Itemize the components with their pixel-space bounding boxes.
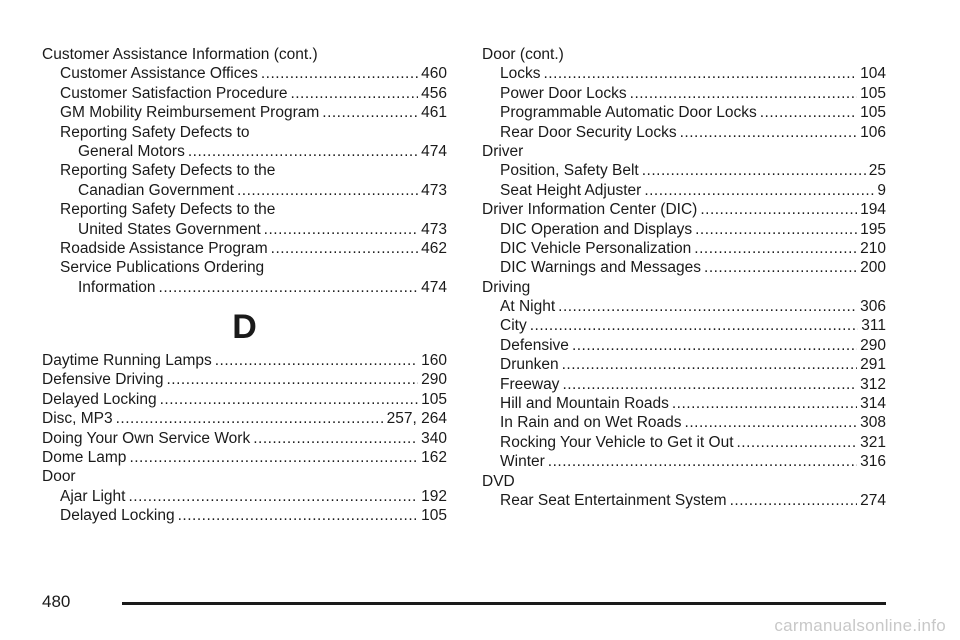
index-entry-text: Driving [482,278,531,296]
index-entry-text: Rear Seat Entertainment System [500,491,727,509]
index-entry-page: 312 [860,375,886,393]
index-entry [42,103,447,122]
dot-leader [700,200,857,219]
section-letter-heading: D [232,308,257,347]
index-column-left [42,45,447,526]
index-entry-page: 473 [421,181,447,199]
index-entry [482,336,886,355]
dot-leader [128,487,418,506]
index-entry [42,448,447,467]
index-entry [42,45,447,64]
index-entry-text: Service Publications Ordering [60,259,265,277]
index-entry [42,429,447,448]
index-entry-page: 105 [421,390,447,408]
index-entry [482,491,886,510]
index-entry [482,433,886,452]
watermark-text: carmanualsonline.info [774,616,946,635]
index-entry [482,297,886,316]
index-entry-text: Ajar Light [60,487,126,505]
index-entry [482,64,886,83]
index-entry-page: 311 [861,317,886,335]
index-group-door-driver-dvd [482,45,886,510]
index-entry-page: 460 [421,65,447,83]
dot-leader [642,161,866,180]
index-entry-page: 290 [860,336,886,354]
index-entry-text: Programmable Automatic Door Locks [500,104,757,122]
index-entry [42,409,447,428]
dot-leader [271,239,418,258]
index-entry-page: 210 [860,239,886,257]
index-entry-page: 274 [860,491,886,509]
dot-leader [178,506,419,525]
index-entry-page: 290 [421,371,447,389]
dot-leader [261,64,418,83]
dot-leader [562,355,858,374]
index-entry-text: General Motors [78,142,185,160]
index-entry [482,452,886,471]
index-entry-page: 25 [868,162,886,180]
index-entry-text: Power Door Locks [500,84,627,102]
index-entry-text: Defensive [500,336,569,354]
index-entry-text: DIC Operation and Displays [500,220,693,238]
dot-leader [160,390,419,409]
dot-leader [530,316,859,335]
index-entry-page: 456 [421,84,447,102]
index-entry [482,142,886,161]
index-entry-text: City [500,317,527,335]
index-entry [42,161,447,180]
index-entry [42,487,447,506]
dot-leader [322,103,418,122]
index-entry [42,351,447,370]
dot-leader [159,278,419,297]
dot-leader [644,181,874,200]
index-entry-text: Doing Your Own Service Work [42,429,251,447]
index-entry-text: At Night [500,298,556,316]
index-entry [42,390,447,409]
index-entry [482,161,886,180]
index-entry-page: 473 [421,220,447,238]
index-entry-text: Customer Satisfaction Procedure [60,84,288,102]
index-entry-text: Driver [482,142,524,160]
dot-leader [737,433,858,452]
index-entry [42,123,447,142]
index-entry [482,472,886,491]
index-group-customer-assistance [42,45,447,297]
index-entry-text: Disc, MP3 [42,410,113,428]
index-entry [482,45,886,64]
index-entry [482,278,886,297]
index-entry-text: DVD [482,472,515,490]
index-entry-text: Position, Safety Belt [500,162,639,180]
index-entry-text: Reporting Safety Defects to the [60,162,276,180]
index-entry-text: Door (cont.) [482,45,564,63]
index-entry [42,142,447,161]
index-entry [482,355,886,374]
dot-leader [630,84,857,103]
index-entry [482,375,886,394]
index-entry-text: DIC Warnings and Messages [500,259,702,277]
index-entry-text: Seat Height Adjuster [500,181,642,199]
index-entry [482,200,886,219]
index-entry-page: 194 [860,201,886,219]
dot-leader [215,351,418,370]
index-entry [482,316,886,335]
dot-leader [548,452,857,471]
index-entry-text: Locks [500,65,541,83]
index-entry-text: Information [78,278,156,296]
dot-leader [685,413,858,432]
dot-leader [680,123,858,142]
index-entry-page: 291 [860,356,886,374]
dot-leader [116,409,384,428]
index-entry-page: 474 [421,142,447,160]
dot-leader [760,103,857,122]
index-entry-text: Delayed Locking [60,507,175,525]
index-entry [42,220,447,239]
index-entry [42,467,447,486]
index-entry-page: 195 [860,220,886,238]
index-entry-page: 308 [860,414,886,432]
index-entry [482,181,886,200]
index-entry-text: In Rain and on Wet Roads [500,414,682,432]
index-entry [42,200,447,219]
index-entry [482,394,886,413]
index-entry-text: Winter [500,453,545,471]
index-entry-text: Roadside Assistance Program [60,239,268,257]
index-entry-text: Delayed Locking [42,390,157,408]
dot-leader [695,220,857,239]
index-entry-page: 474 [421,278,447,296]
index-entry-text: Rear Door Security Locks [500,123,677,141]
dot-leader [572,336,857,355]
index-entry-page: 306 [860,298,886,316]
index-entry-text: Reporting Safety Defects to the [60,201,276,219]
index-group-d-entries [42,351,447,526]
index-entry [482,220,886,239]
index-entry-page: 104 [860,65,886,83]
dot-leader [562,375,857,394]
index-entry-page: 321 [860,433,886,451]
index-entry [482,123,886,142]
index-entry [482,103,886,122]
index-column-right [482,45,886,510]
dot-leader [694,239,857,258]
dot-leader [290,84,418,103]
dot-leader [264,220,418,239]
index-entry-page: 316 [860,453,886,471]
index-entry-page: 461 [421,104,447,122]
index-entry-text: Freeway [500,375,560,393]
index-entry-text: Canadian Government [78,181,234,199]
dot-leader [253,429,418,448]
index-entry [42,84,447,103]
index-entry-page: 105 [860,84,886,102]
index-entry-page: 106 [860,123,886,141]
index-entry [42,181,447,200]
index-entry-text: Drunken [500,356,559,374]
index-entry-page: 257, 264 [386,410,447,428]
dot-leader [672,394,857,413]
footer-rule [122,602,886,605]
index-entry-text: Dome Lamp [42,449,127,467]
index-entry-page: 192 [421,487,447,505]
index-entry [482,84,886,103]
index-entry-text: Customer Assistance Offices [60,65,258,83]
dot-leader [730,491,858,510]
index-entry-text: Daytime Running Lamps [42,352,212,370]
dot-leader [166,370,418,389]
index-entry [482,239,886,258]
index-entry-page: 462 [421,239,447,257]
index-entry-text: Customer Assistance Information (cont.) [42,45,318,63]
index-entry-text: Rocking Your Vehicle to Get it Out [500,433,734,451]
index-entry-text: Driver Information Center (DIC) [482,201,698,219]
index-entry-text: Reporting Safety Defects to [60,123,250,141]
index-entry-text: Defensive Driving [42,371,164,389]
index-entry-text: DIC Vehicle Personalization [500,239,692,257]
index-entry [482,258,886,277]
dot-leader [544,64,858,83]
index-entry-page: 9 [877,181,886,199]
index-entry [42,258,447,277]
dot-leader [237,181,418,200]
dot-leader [188,142,418,161]
index-entry [42,278,447,297]
index-entry-text: United States Government [78,220,261,238]
index-entry-page: 200 [860,259,886,277]
index-entry-text: GM Mobility Reimbursement Program [60,104,320,122]
index-entry-page: 314 [860,395,886,413]
page-number: 480 [42,592,71,611]
index-entry-page: 160 [421,352,447,370]
index-entry-page: 340 [421,429,447,447]
index-entry [482,413,886,432]
index-entry [42,64,447,83]
dot-leader [129,448,418,467]
index-entry-page: 105 [421,507,447,525]
index-entry [42,239,447,258]
index-entry-text: Hill and Mountain Roads [500,395,669,413]
index-entry [42,370,447,389]
index-entry-text: Door [42,468,76,486]
dot-leader [704,258,857,277]
index-entry-page: 162 [421,449,447,467]
index-entry-page: 105 [860,104,886,122]
index-entry [42,506,447,525]
dot-leader [558,297,857,316]
